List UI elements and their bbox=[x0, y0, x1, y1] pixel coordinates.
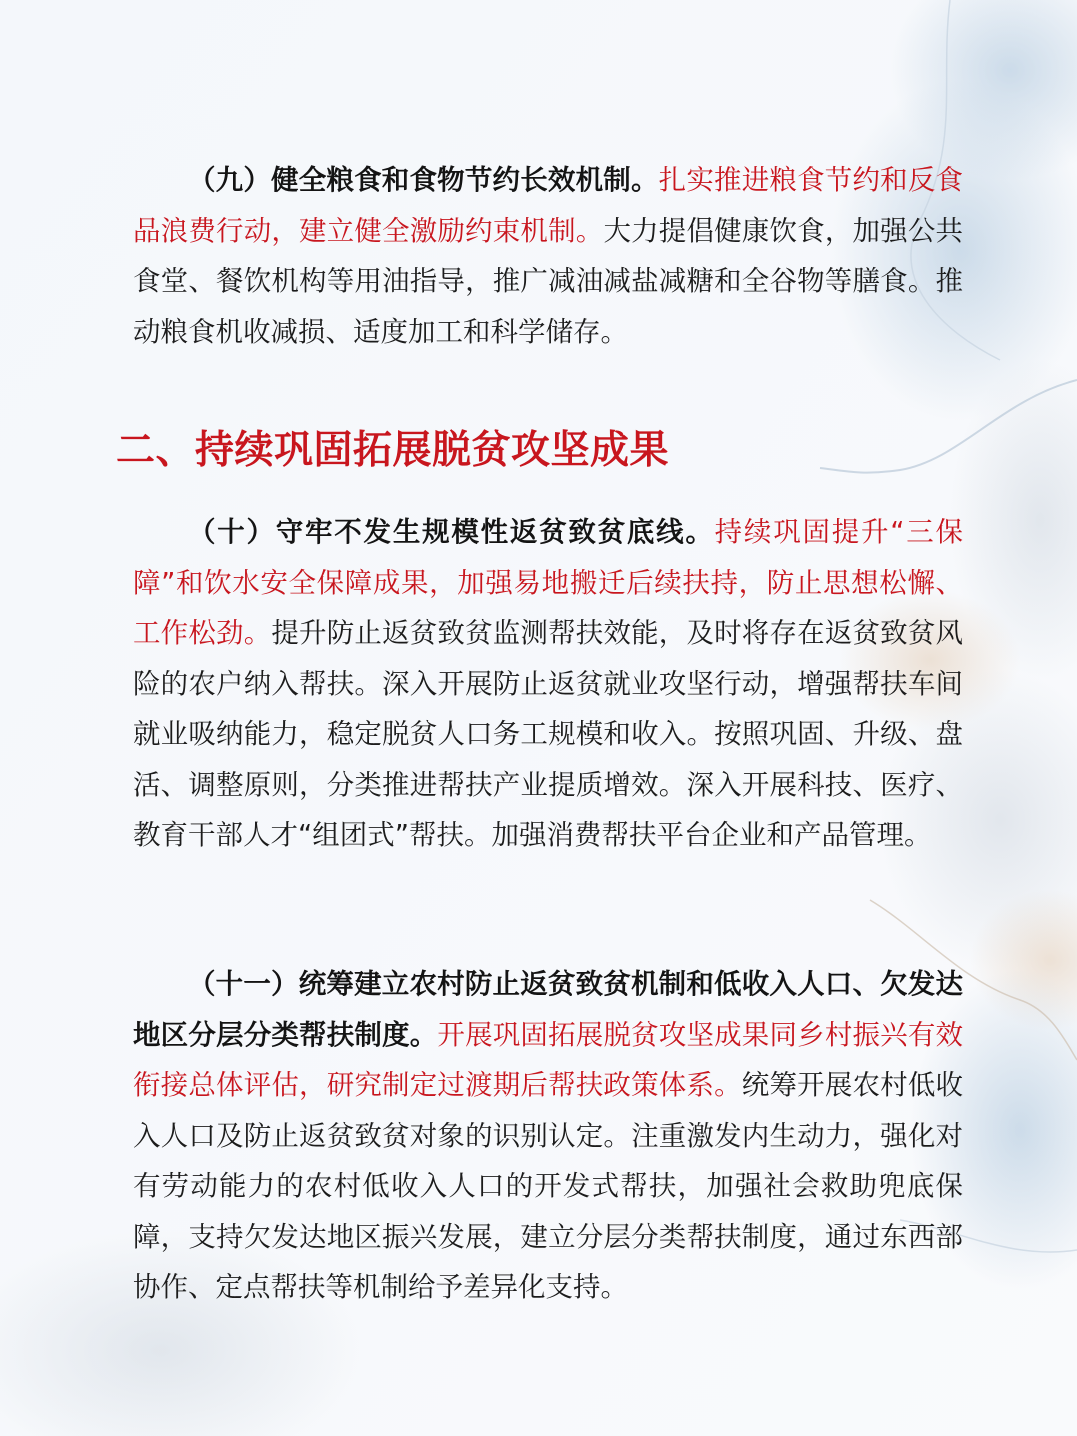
paragraph-9-title: （九）健全粮食和食物节约长效机制。 bbox=[188, 164, 659, 196]
paragraph-10-title: （十）守牢不发生规模性返贫致贫底线。 bbox=[188, 516, 715, 548]
paragraph-11-title: （十一）统筹建立农村防止返贫致贫机制和低收入人口、欠发达地区分层分类帮扶制度。 bbox=[133, 968, 963, 1051]
paragraph-9-highlight: 扎实推进粮食节约和反食品浪费行动，建立健全激励约束机制。 bbox=[133, 164, 964, 247]
section-heading-2: 二、持续巩固拓展脱贫攻坚成果 bbox=[116, 428, 670, 473]
paragraph-11-body: 统筹开展农村低收入人口及防止返贫致贫对象的识别认定。注重激发内生动力，强化对有劳动能力的农村低收入人口的开发式帮扶，加强社会救助兜底保障，支持欠发达地区振兴发展，建立分层分类帮扶制度，通过东西部协作、定点帮扶等机制给予差异化支持。 bbox=[133, 1069, 964, 1303]
paragraph-9-body: 大力提倡健康饮食，加强公共食堂、餐饮机构等用油指导，推广减油减盐减糖和全谷物等膳食。推动粮食机收减损、适度加工和科学储存。 bbox=[133, 214, 964, 348]
paragraph-9 bbox=[133, 155, 963, 357]
paragraph-10 bbox=[133, 507, 963, 861]
paragraph-10-highlight: 持续巩固提升“三保障”和饮水安全保障成果，加强易地搬迁后续扶持，防止思想松懈、工作松劲。 bbox=[133, 516, 963, 649]
paragraph-11 bbox=[133, 959, 963, 1313]
paragraph-11-highlight: 开展巩固拓展脱贫攻坚成果同乡村振兴有效衔接总体评估，研究制定过渡期后帮扶政策体系。 bbox=[133, 1018, 964, 1101]
paragraph-10-body: 提升防止返贫致贫监测帮扶效能，及时将存在返贫致贫风险的农户纳入帮扶。深入开展防止返贫就业攻坚行动，增强帮扶车间就业吸纳能力，稳定脱贫人口务工规模和收入。按照巩固、升级、盘活、调整原则，分类推进帮扶产业提质增效。深入开展科技、医疗、教育干部人才“组团式”帮扶。加强消费帮扶平台企业和产品管理。 bbox=[133, 617, 964, 851]
